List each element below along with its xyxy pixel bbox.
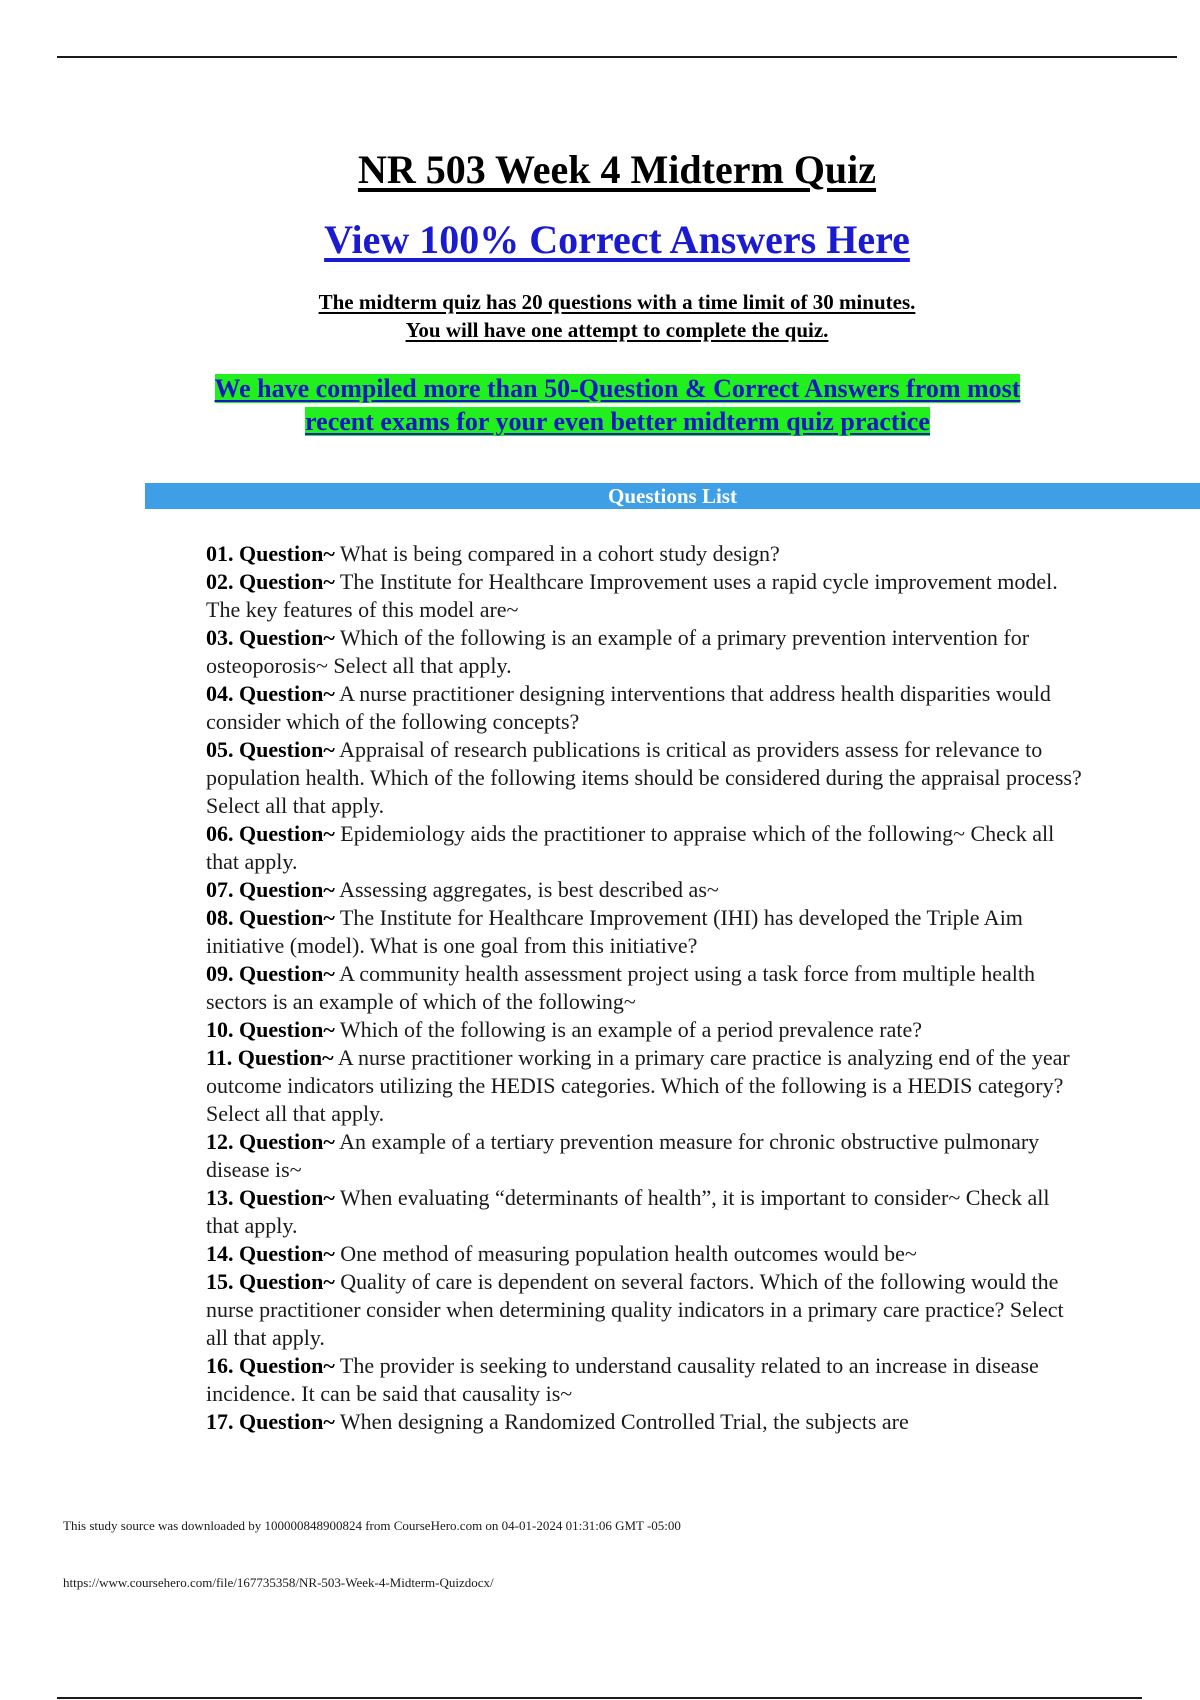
promo-link-line-2[interactable]: recent exams for your even better midterm quiz practice <box>305 407 930 436</box>
list-item <box>206 1352 1086 1408</box>
question-text: What is being compared in a cohort study design? <box>334 541 780 566</box>
bottom-rule <box>57 1697 1142 1699</box>
question-number: 15. Question~ <box>206 1269 335 1294</box>
question-number: 10. Question~ <box>206 1017 335 1042</box>
quiz-info-line-1: The midterm quiz has 20 questions with a time limit of 30 minutes. <box>318 290 916 314</box>
question-text: Which of the following is an example of a primary prevention intervention for osteoporosis~ Select all that apply. <box>206 625 1030 678</box>
question-number: 06. Question~ <box>206 821 335 846</box>
list-item <box>206 960 1086 1016</box>
promo-link-line-1[interactable]: We have compiled more than 50-Question & Correct Answers from most <box>214 374 1021 403</box>
question-text: The Institute for Healthcare Improvement uses a rapid cycle improvement model. The key features of this model are~ <box>206 569 1058 622</box>
question-number: 13. Question~ <box>206 1185 335 1210</box>
question-number: 09. Question~ <box>206 961 335 986</box>
promo-block <box>170 372 1065 438</box>
question-number: 02. Question~ <box>206 569 335 594</box>
question-number: 16. Question~ <box>206 1353 335 1378</box>
questions-list-header-label: Questions List <box>608 484 737 508</box>
list-item <box>206 736 1086 820</box>
question-text: Quality of care is dependent on several factors. Which of the following would the nurse practitioner consider when determining quality indicators in a primary care practice? Select all that apply. <box>206 1269 1064 1350</box>
top-rule <box>57 56 1177 58</box>
question-number: 05. Question~ <box>206 737 335 762</box>
view-answers-link[interactable]: View 100% Correct Answers Here <box>324 217 910 262</box>
question-number: 03. Question~ <box>206 625 335 650</box>
list-item <box>206 1184 1086 1240</box>
question-number: 07. Question~ <box>206 877 335 902</box>
question-text: Assessing aggregates, is best described as~ <box>334 877 719 902</box>
list-item <box>206 1044 1086 1128</box>
source-url[interactable]: https://www.coursehero.com/file/167735358/NR-503-Week-4-Midterm-Quizdocx/ <box>63 1575 494 1590</box>
question-text: Which of the following is an example of a period prevalence rate? <box>334 1017 923 1042</box>
list-item <box>206 1128 1086 1184</box>
list-item <box>206 1268 1086 1352</box>
question-text: A nurse practitioner working in a primary care practice is analyzing end of the year outcome indicators utilizing the HEDIS categories. Which of the following is a HEDIS category? Select all that apply. <box>206 1045 1070 1126</box>
question-text: A nurse practitioner designing interventions that address health disparities would consider which of the following concepts? <box>206 681 1051 734</box>
question-number: 04. Question~ <box>206 681 335 706</box>
list-item <box>206 904 1086 960</box>
question-number: 12. Question~ <box>206 1129 335 1154</box>
question-number: 11. Question~ <box>206 1045 334 1070</box>
question-text: One method of measuring population health outcomes would be~ <box>334 1241 917 1266</box>
document-title: NR 503 Week 4 Midterm Quiz <box>357 147 877 192</box>
download-source-note: This study source was downloaded by 100000848900824 from CourseHero.com on 04-01-2024 01:31:06 GMT -05:00 <box>63 1518 681 1533</box>
question-text: The Institute for Healthcare Improvement (IHI) has developed the Triple Aim initiative (model). What is one goal from this initiative? <box>206 905 1023 958</box>
list-item <box>206 1408 1086 1436</box>
quiz-info <box>0 288 1200 344</box>
list-item <box>206 680 1086 736</box>
list-item <box>206 820 1086 876</box>
questions-list <box>206 540 1086 1436</box>
question-text: When evaluating “determinants of health”, it is important to consider~ Check all that apply. <box>206 1185 1050 1238</box>
list-item <box>206 876 1086 904</box>
question-number: 14. Question~ <box>206 1241 335 1266</box>
question-number: 08. Question~ <box>206 905 335 930</box>
list-item <box>206 568 1086 624</box>
quiz-info-line-2: You will have one attempt to complete the quiz. <box>405 318 829 342</box>
list-item <box>206 540 1086 568</box>
question-text: When designing a Randomized Controlled Trial, the subjects are <box>334 1409 909 1434</box>
questions-list-header <box>145 483 1200 509</box>
question-number: 01. Question~ <box>206 541 335 566</box>
question-text: The provider is seeking to understand causality related to an increase in disease incidence. It can be said that causality is~ <box>206 1353 1039 1406</box>
question-text: A community health assessment project using a task force from multiple health sectors is an example of which of the following~ <box>206 961 1035 1014</box>
question-text: Epidemiology aids the practitioner to appraise which of the following~ Check all that apply. <box>206 821 1055 874</box>
list-item <box>206 1240 1086 1268</box>
question-number: 17. Question~ <box>206 1409 335 1434</box>
question-text: An example of a tertiary prevention measure for chronic obstructive pulmonary disease is~ <box>206 1129 1040 1182</box>
question-text: Appraisal of research publications is critical as providers assess for relevance to population health. Which of the following items should be considered during the appraisal process? Select all that apply. <box>206 737 1082 818</box>
list-item <box>206 1016 1086 1044</box>
list-item <box>206 624 1086 680</box>
